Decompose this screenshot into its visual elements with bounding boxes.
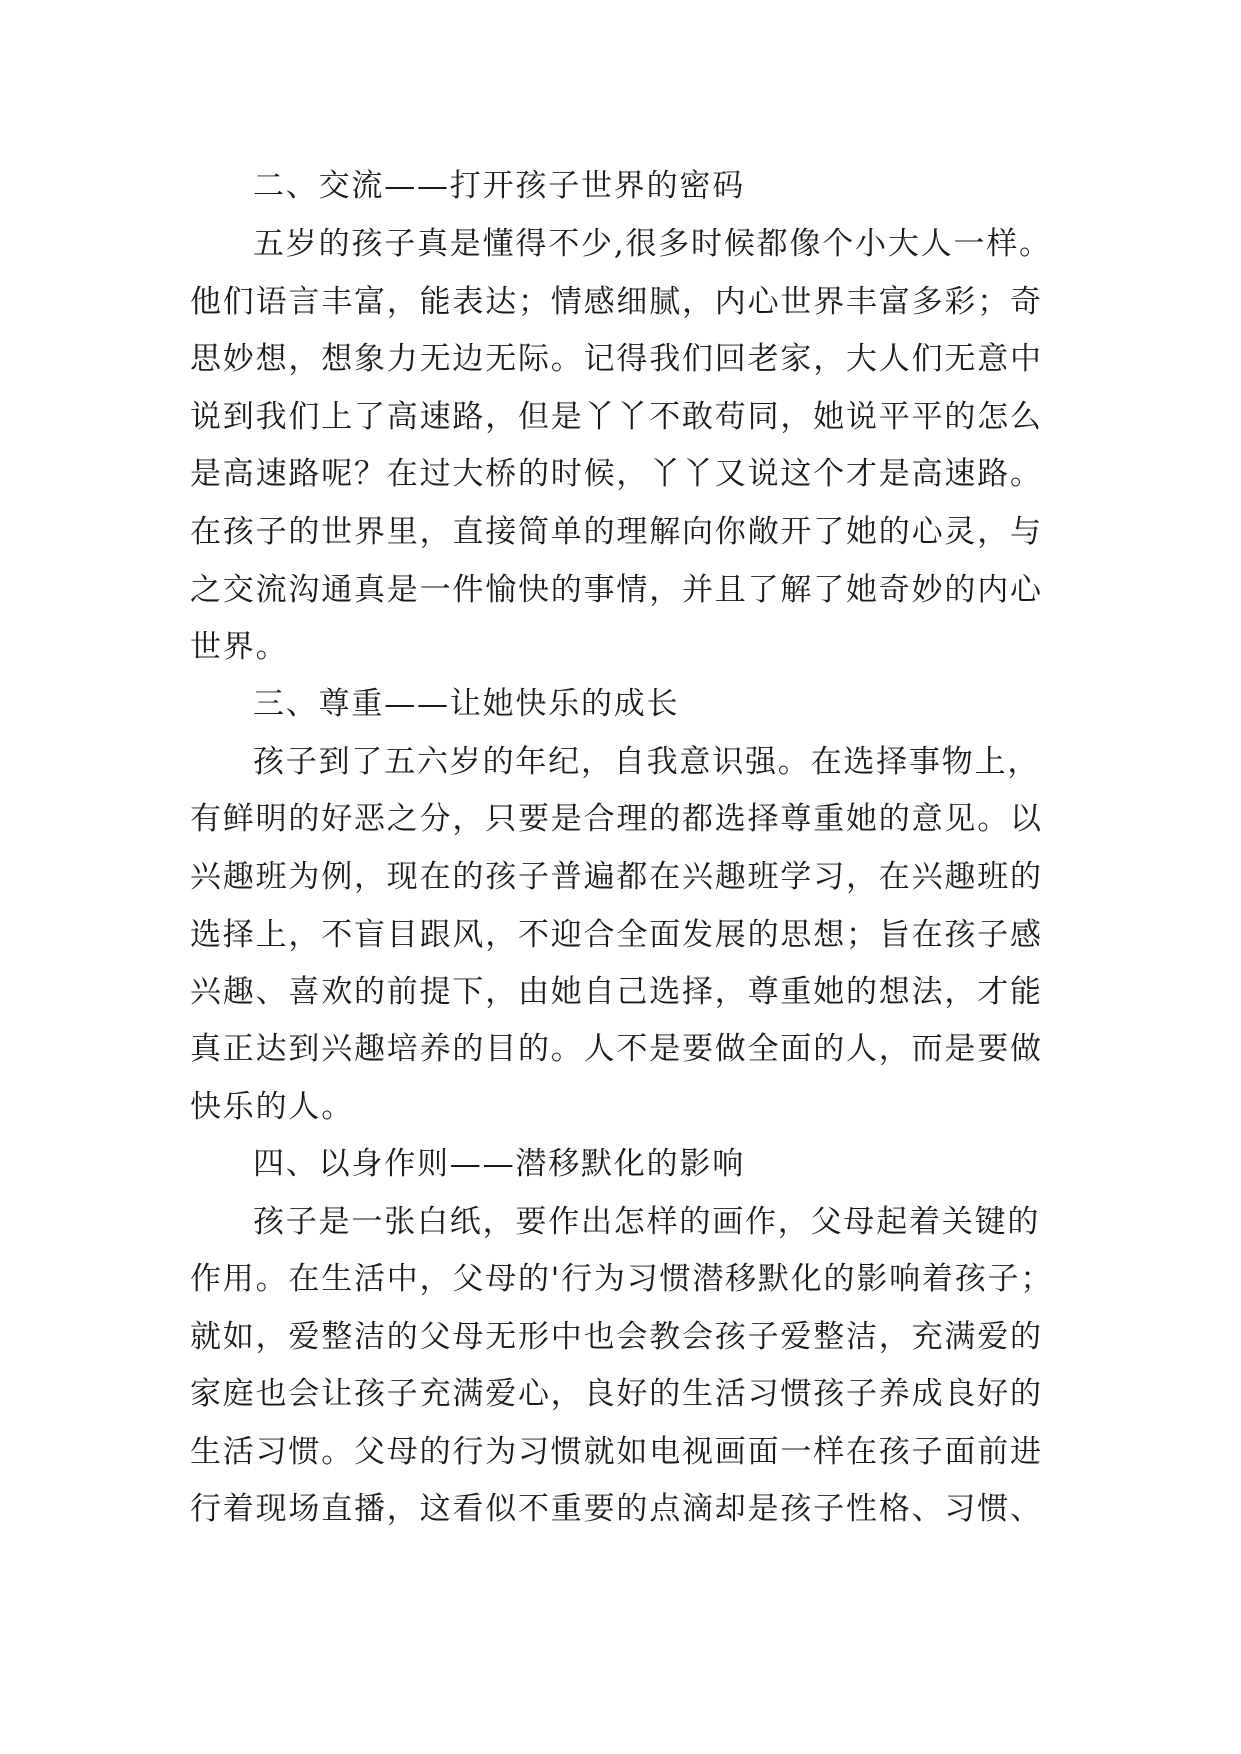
paragraph-line: 孩子到了五六岁的年纪，自我意识强。在选择事物上，	[253, 744, 1041, 780]
paragraph-line: 五岁的孩子真是懂得不少,很多时候都像个小大人一样。	[253, 226, 1052, 262]
paragraph-line: 在孩子的世界里，直接简单的理解向你敞开了她的心灵，与	[190, 514, 1043, 550]
section-heading-respect: 三、尊重——让她快乐的成长	[253, 686, 680, 722]
paragraph-line: 思妙想，想象力无边无际。记得我们回老家，大人们无意中	[190, 341, 1043, 377]
paragraph-line: 兴趣、喜欢的前提下，由她自己选择，尊重她的想法，才能	[190, 974, 1043, 1010]
paragraph-line: 选择上，不盲目跟风，不迎合全面发展的思想；旨在孩子感	[190, 917, 1043, 953]
paragraph-line: 有鲜明的好恶之分，只要是合理的都选择尊重她的意见。以	[190, 801, 1043, 837]
paragraph-line: 行着现场直播，这看似不重要的点滴却是孩子性格、习惯、	[190, 1491, 1043, 1527]
paragraph-line: 兴趣班为例，现在的孩子普遍都在兴趣班学习，在兴趣班的	[190, 859, 1043, 895]
paragraph-line: 他们语言丰富，能表达；情感细腻，内心世界丰富多彩；奇	[190, 284, 1043, 320]
paragraph-line: 之交流沟通真是一件愉快的事情，并且了解了她奇妙的内心	[190, 572, 1043, 608]
section-heading-lead-by-example: 四、以身作则——潜移默化的影响	[253, 1146, 745, 1182]
paragraph-line: 就如，爱整洁的父母无形中也会教会孩子爱整洁，充满爱的	[190, 1319, 1043, 1355]
paragraph-line: 快乐的人。	[190, 1089, 354, 1125]
paragraph-line: 是高速路呢？在过大桥的时候，丫丫又说这个才是高速路。	[190, 456, 1043, 492]
paragraph-line: 生活习惯。父母的行为习惯就如电视画面一样在孩子面前进	[190, 1434, 1043, 1470]
section-heading-communication: 二、交流——打开孩子世界的密码	[253, 168, 745, 204]
paragraph-line: 作用。在生活中，父母的'行为习惯潜移默化的影响着孩子；	[190, 1261, 1054, 1297]
paragraph-line: 世界。	[190, 629, 289, 665]
paragraph-line: 孩子是一张白纸，要作出怎样的画作，父母起着关键的	[253, 1204, 1041, 1240]
paragraph-line: 家庭也会让孩子充满爱心，良好的生活习惯孩子养成良好的	[190, 1376, 1043, 1412]
paragraph-line: 说到我们上了高速路，但是丫丫不敢苟同，她说平平的怎么	[190, 399, 1043, 435]
paragraph-line: 真正达到兴趣培养的目的。人不是要做全面的人，而是要做	[190, 1031, 1043, 1067]
